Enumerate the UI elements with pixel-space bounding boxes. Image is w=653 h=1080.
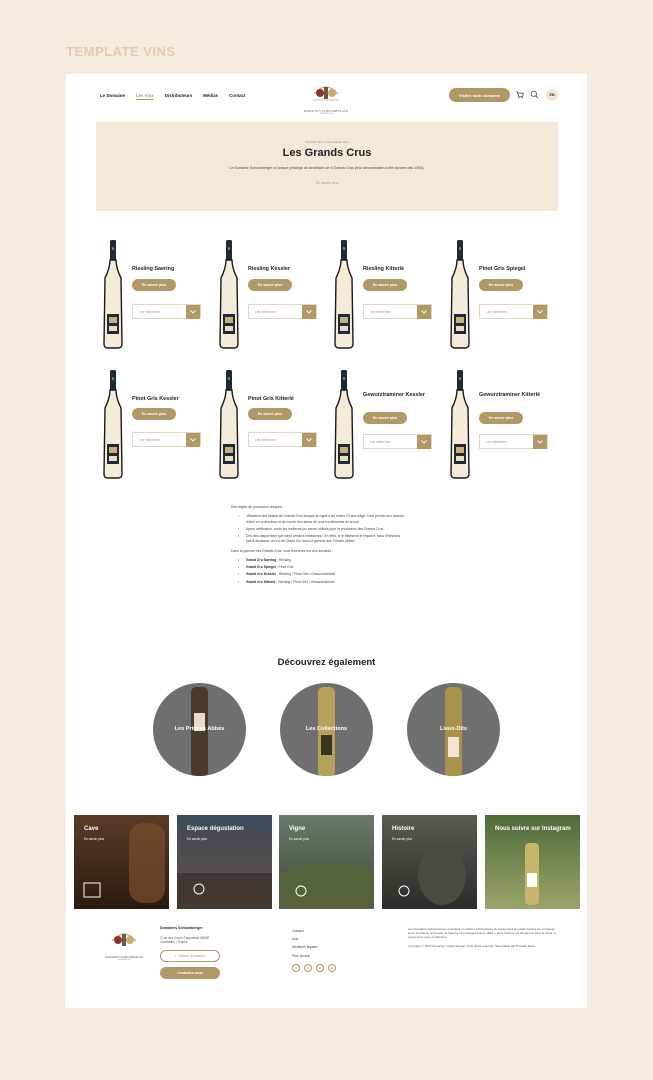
product-card <box>331 368 446 480</box>
wine-bottle-icon[interactable] <box>216 238 242 350</box>
wine-bottle-icon[interactable] <box>331 238 357 350</box>
chevron-down-icon <box>186 305 200 319</box>
page-title: Les Grands Crus <box>282 147 372 159</box>
product-name[interactable]: Riesling Kessler <box>248 266 290 272</box>
vintage-select-placeholder: Les millésimes <box>486 440 507 444</box>
discover-label: Les Collections <box>305 726 348 732</box>
nav-medias[interactable]: Médias <box>203 93 219 98</box>
product-more-button[interactable]: En savoir plus <box>132 408 176 420</box>
vintage-select-placeholder: Les millésimes <box>139 310 160 314</box>
cart-icon[interactable] <box>515 90 524 99</box>
chevron-down-icon <box>533 305 547 319</box>
footer-link-avis[interactable]: Avis <box>292 937 299 942</box>
vintage-select[interactable] <box>132 432 201 447</box>
crest-icon <box>109 927 139 951</box>
product-card <box>216 238 331 350</box>
wine-bottle-icon[interactable] <box>100 368 126 480</box>
tile-title: Espace dégustation <box>187 826 244 832</box>
wine-bottle-icon[interactable] <box>447 238 473 350</box>
discover-lieux-dits[interactable] <box>407 683 500 776</box>
vintage-select-placeholder: Les millésimes <box>255 310 276 314</box>
tile-more: En savoir plus <box>392 837 413 841</box>
crest-icon <box>311 80 341 104</box>
vintage-select[interactable] <box>248 304 317 319</box>
discover-collections[interactable] <box>280 683 373 776</box>
instagram-icon[interactable]: ◎ <box>304 964 312 972</box>
rule-item: • Des vins disponibles que dans certains millésimes ! En effet, si le millésime le requiert, nous n'hésitons pas à déclasser un vin de Grand Cru dans la gamme des Princes Abbés. <box>241 534 406 545</box>
wine-bottle-icon[interactable] <box>100 238 126 350</box>
tile-histoire[interactable] <box>382 815 477 909</box>
header-logo[interactable] <box>298 80 354 116</box>
product-name[interactable]: Gewurztraminer Kitterlé <box>479 392 541 398</box>
brand-name: DOMAINES SCHLUMBERGER <box>303 110 349 113</box>
page-canvas <box>66 74 587 1008</box>
route-button-label: Afficher la question <box>178 954 206 958</box>
footer-route-button[interactable] <box>160 950 220 962</box>
rules-text <box>231 505 406 589</box>
nav-distributeurs[interactable]: Distributeurs <box>164 93 193 98</box>
product-more-button[interactable]: En savoir plus <box>248 279 292 291</box>
chevron-down-icon <box>186 433 200 447</box>
product-name[interactable]: Gewurztraminer Kessler <box>363 392 426 398</box>
footer-link-contact[interactable]: Contact <box>292 929 304 933</box>
vintage-select[interactable] <box>479 434 548 449</box>
youtube-icon[interactable]: ▶ <box>328 964 336 972</box>
vintage-select[interactable] <box>479 304 548 319</box>
product-more-button[interactable]: En savoir plus <box>363 412 407 424</box>
visit-domain-button[interactable]: Visitez notre domaine <box>449 88 510 102</box>
product-card <box>100 238 215 350</box>
facebook-icon[interactable]: f <box>292 964 300 972</box>
tile-instagram[interactable] <box>485 815 580 909</box>
product-card <box>216 368 331 480</box>
discover-title: Découvrez également <box>277 657 376 668</box>
footer-legal-text: Les Domaines Schlumberger exploitent et vinifient 130 hectares de vignes dont la moitié répartis sur 4 Grands Crus, le Kitterlé, le Kessler, le Saering et le Spiegel depuis 1810. L'abus d'alcool est dangereux pour la santé. À consommer avec modération. <box>408 927 556 940</box>
range-intro: Dans la gamme des Grands Crus, vous trouverez les vins suivants : <box>231 548 333 553</box>
wine-bottle-icon[interactable] <box>331 368 357 480</box>
vintage-select-placeholder: Les millésimes <box>370 310 391 314</box>
chevron-down-icon <box>417 305 431 319</box>
language-switch[interactable]: EN <box>546 89 558 101</box>
vintage-select-placeholder: Les millésimes <box>370 440 391 444</box>
range-item: • Grand Cru Spiegel : Pinot Gris <box>241 565 406 570</box>
product-name[interactable]: Riesling Saering <box>132 266 175 272</box>
footer-link-plan[interactable]: Plan du site <box>292 953 310 958</box>
product-card <box>331 238 446 350</box>
vintage-select[interactable] <box>363 434 432 449</box>
tile-title: Vigne <box>289 826 306 832</box>
location-pin-icon: ⌖ <box>174 954 177 958</box>
hero-more-link[interactable]: En savoir plus <box>315 181 339 186</box>
footer-link-mentions[interactable]: Mentions légales <box>292 945 318 950</box>
product-name[interactable]: Riesling Kitterlé <box>363 266 405 272</box>
tile-cave[interactable] <box>74 815 169 909</box>
vintage-select-placeholder: Les millésimes <box>255 438 276 442</box>
tile-title: Nous suivre sur Instagram <box>495 826 571 832</box>
tile-title: Cave <box>84 826 99 832</box>
product-more-button[interactable]: En savoir plus <box>363 279 407 291</box>
tile-more: En savoir plus <box>84 837 105 841</box>
range-item: • Grand Cru Kessler : Riesling / Pinot Gris / Gewurztraminer <box>241 572 406 577</box>
footer-links <box>292 927 317 960</box>
footer-legal <box>408 927 558 948</box>
discover-label: Lieux-Dits <box>439 726 468 732</box>
product-card <box>447 238 562 350</box>
breadcrumb[interactable]: Accueil / Vins / Les Grands Crus <box>305 140 349 144</box>
footer-contact-button[interactable]: Contactez-nous <box>160 967 220 979</box>
product-more-button[interactable]: En savoir plus <box>248 408 292 420</box>
hero-description: Le Domaine Schlumberger a l'unique privilège de bénéficier de 4 Grands Crus (leur dénomination a été donnée dès 1983). <box>229 166 425 170</box>
chevron-down-icon <box>302 305 316 319</box>
hero-banner <box>96 122 558 211</box>
rule-item: • Après vérification, seuls les meilleurs jus seront utilisés pour la production des Grands Crus. <box>241 527 406 532</box>
nav-contact[interactable]: Contact <box>229 93 246 98</box>
rules-list <box>241 514 406 544</box>
chevron-down-icon <box>533 435 547 449</box>
product-more-button[interactable]: En savoir plus <box>479 412 523 424</box>
nav-les-vins[interactable]: Les Vins <box>135 93 154 98</box>
vintage-select[interactable] <box>248 432 317 447</box>
chevron-down-icon <box>417 435 431 449</box>
product-name[interactable]: Pinot Gris Spiegel <box>479 266 526 272</box>
vintage-select-placeholder: Les millésimes <box>486 310 507 314</box>
footer-brand-sub: GUEBWILLER <box>117 959 131 961</box>
wine-bottle-icon[interactable] <box>447 368 473 480</box>
main-nav <box>100 93 245 100</box>
product-name[interactable]: Pinot Gris Kitterlé <box>248 396 294 402</box>
discover-label: Les Princes Abbés <box>174 726 225 732</box>
range-item: • Grand Cru Saering : Riesling <box>241 558 406 563</box>
tile-espace-degustation[interactable] <box>177 815 272 909</box>
template-label: TEMPLATE VINS <box>66 44 176 59</box>
product-card <box>100 368 215 480</box>
vintage-select[interactable] <box>132 304 201 319</box>
footer-copyright: Copyright © 2023 Domaines Schlumberger. Tous droits réservés. Site réalisé par Prosdito Mava. <box>408 943 537 948</box>
tile-more: En savoir plus <box>187 837 208 841</box>
rules-intro: Des règles de production uniques : <box>231 505 284 509</box>
rule-item: • Utilisation des raisins de Grands Crus lorsque la vigne a au moins 10 ans d'âge. Cela permet aux racines d'aller en profondeur et de nourrir les raisins de tous les éléments du terroir. <box>241 514 406 525</box>
vintage-select-placeholder: Les millésimes <box>139 438 160 442</box>
chevron-down-icon <box>302 433 316 447</box>
tile-more: En savoir plus <box>289 837 310 841</box>
product-card <box>447 368 562 480</box>
discover-princes-abbes[interactable] <box>153 683 246 776</box>
range-item: • Grand Cru Kitterlé : Riesling / Pinot Gris / Gewurztraminer <box>241 580 406 585</box>
wine-bottle-icon[interactable] <box>216 368 242 480</box>
linkedin-icon[interactable]: in <box>316 964 324 972</box>
footer-company-name: Domaines Schlumberger <box>160 926 203 930</box>
footer-address: 2 rue des Cours Poppolinier 68500 Guebwiller / France <box>160 936 210 945</box>
product-more-button[interactable]: En savoir plus <box>479 279 523 291</box>
search-icon[interactable] <box>530 90 539 99</box>
footer-brand: DOMAINES SCHLUMBERGER <box>104 956 144 959</box>
product-more-button[interactable]: En savoir plus <box>132 279 176 291</box>
tile-title: Histoire <box>392 826 415 832</box>
range-list <box>241 558 406 585</box>
vintage-select[interactable] <box>363 304 432 319</box>
product-name[interactable]: Pinot Gris Kessler <box>132 396 179 402</box>
tile-vigne[interactable] <box>279 815 374 909</box>
footer-logo[interactable] <box>96 927 152 965</box>
footer-social <box>292 964 336 972</box>
nav-le-domaine[interactable]: Le Domaine <box>100 93 125 98</box>
brand-sub: GUEBWILLER <box>319 113 333 115</box>
